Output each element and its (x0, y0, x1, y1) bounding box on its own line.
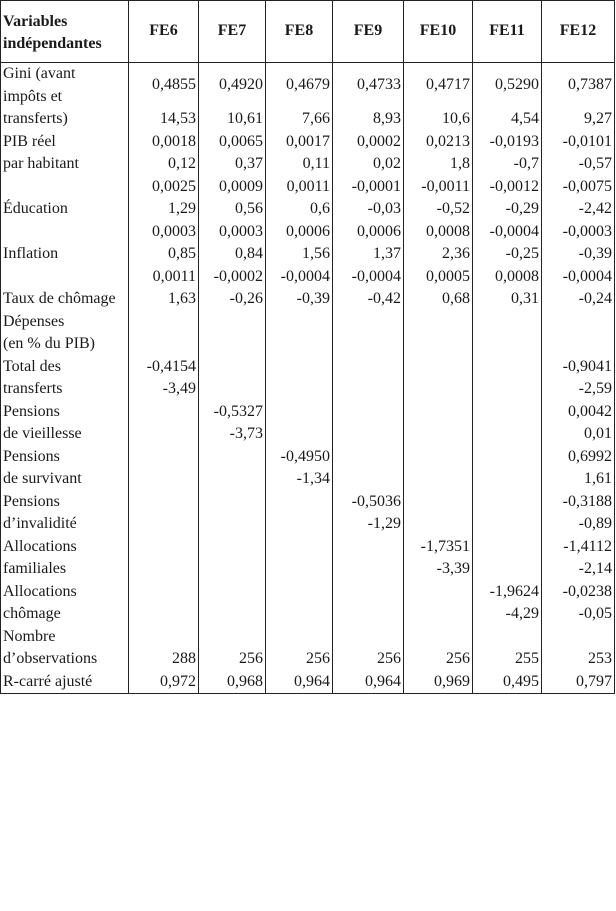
coefficient-cell: 0,968 (199, 671, 266, 694)
t-stat-cell: -0,52 (404, 198, 473, 221)
coefficient-cell: 0,5290 (473, 63, 542, 97)
coefficient-cell (404, 581, 473, 604)
empty-cell (199, 311, 266, 356)
coefficient-cell (129, 536, 199, 559)
coefficient-cell (333, 536, 404, 559)
t-stat-cell: 0,02 (333, 153, 404, 176)
t-stat-cell: 2,36 (404, 243, 473, 266)
t-stat-cell: -3,49 (129, 378, 199, 401)
t-stat-cell (333, 558, 404, 581)
coefficient-cell (473, 491, 542, 514)
t-stat-cell: -2,59 (542, 378, 615, 401)
empty-cell (542, 311, 615, 356)
t-stat-cell: -0,03 (333, 198, 404, 221)
t-stat-cell (199, 603, 266, 626)
model-header-fe7: FE7 (199, 1, 266, 63)
table-row (1, 401, 615, 424)
t-stat-cell (404, 423, 473, 446)
t-stat-cell: -0,05 (542, 603, 615, 626)
t-stat-cell (404, 603, 473, 626)
coefficient-cell: -1,4112 (542, 536, 615, 559)
t-stat-cell: -3,73 (199, 423, 266, 446)
row-label-line: de survivant (3, 470, 82, 487)
coefficient-cell: 0,0008 (404, 221, 473, 244)
coefficient-cell: -0,0101 (542, 131, 615, 154)
t-stat-cell (266, 513, 333, 536)
t-stat-cell (404, 378, 473, 401)
coefficient-cell: 253 (542, 626, 615, 671)
table-row (1, 581, 615, 604)
t-stat-cell: 0,84 (199, 243, 266, 266)
coefficient-cell: -0,3188 (542, 491, 615, 514)
row-label (1, 176, 129, 221)
coefficient-cell: 0,0006 (266, 221, 333, 244)
t-stat-cell: 1,56 (266, 243, 333, 266)
t-stat-cell: -2,42 (542, 198, 615, 221)
coefficient-cell: -0,4950 (266, 446, 333, 469)
row-label-line: R-carré ajusté (3, 672, 93, 690)
t-stat-cell: 0,12 (129, 153, 199, 176)
t-stat-cell (473, 513, 542, 536)
t-stat-cell (129, 513, 199, 536)
row-label-line: Pensions (3, 447, 60, 465)
row-label-line: Pensions (3, 492, 60, 510)
t-stat-cell (473, 468, 542, 491)
empty-cell (129, 311, 199, 356)
coefficient-cell (404, 401, 473, 424)
coefficient-cell: -1,7351 (404, 536, 473, 559)
coefficient-cell (266, 401, 333, 424)
t-stat-cell (473, 558, 542, 581)
coefficient-cell: 0,0002 (333, 131, 404, 154)
row-label-line: Allocations (3, 537, 77, 555)
model-header-fe8: FE8 (266, 1, 333, 63)
coefficient-cell (199, 356, 266, 379)
table-row (1, 63, 615, 97)
t-stat-cell (129, 603, 199, 626)
t-stat-cell: 1,37 (333, 243, 404, 266)
coefficient-cell: -0,0238 (542, 581, 615, 604)
coefficient-cell (199, 446, 266, 469)
row-label-line: (en % du PIB) (3, 335, 95, 352)
coefficient-cell: -0,0011 (404, 176, 473, 199)
t-stat-cell: -0,57 (542, 153, 615, 176)
model-header-fe9: FE9 (333, 1, 404, 63)
row-label-line: Inflation (3, 245, 59, 262)
row-label-line: d’observations (3, 650, 98, 667)
table-row (1, 491, 615, 514)
row-label-line: Éducation (3, 200, 68, 217)
model-header-fe6: FE6 (129, 1, 199, 63)
t-stat-cell: 10,6 (404, 97, 473, 131)
table-row (1, 671, 615, 694)
coefficient-cell: 0,4920 (199, 63, 266, 97)
row-label (1, 401, 129, 446)
coefficient-cell: 0,969 (404, 671, 473, 694)
coefficient-cell: -0,0004 (542, 266, 615, 289)
row-label (1, 131, 129, 176)
model-header-fe12: FE12 (542, 1, 615, 63)
coefficient-cell: -0,0004 (333, 266, 404, 289)
table-row (1, 626, 615, 671)
t-stat-cell: 9,27 (542, 97, 615, 131)
coefficient-cell (266, 491, 333, 514)
coefficient-cell (333, 581, 404, 604)
t-stat-cell (266, 603, 333, 626)
coefficient-cell: 0,0005 (404, 266, 473, 289)
coefficient-cell: -0,5036 (333, 491, 404, 514)
coefficient-cell (404, 446, 473, 469)
table-row (1, 266, 615, 289)
t-stat-cell: 0,01 (542, 423, 615, 446)
coefficient-cell: -0,0193 (473, 131, 542, 154)
empty-cell (266, 311, 333, 356)
t-stat-cell: 10,61 (199, 97, 266, 131)
t-stat-cell: 0,6 (266, 198, 333, 221)
row-label-line: Taux de chômage (3, 290, 116, 307)
coefficient-cell: 0,0017 (266, 131, 333, 154)
coefficient-cell: 0,4855 (129, 63, 199, 97)
t-stat-cell (404, 468, 473, 491)
empty-cell (404, 311, 473, 356)
coefficient-cell: 0,964 (333, 671, 404, 694)
t-stat-cell (199, 378, 266, 401)
coefficient-cell (199, 491, 266, 514)
table-row (1, 131, 615, 154)
t-stat-cell: -0,39 (266, 288, 333, 311)
variables-header-line2: indépendantes (3, 35, 102, 52)
coefficient-cell (404, 491, 473, 514)
t-stat-cell (266, 423, 333, 446)
t-stat-cell (404, 513, 473, 536)
t-stat-cell: 0,11 (266, 153, 333, 176)
row-label (1, 491, 129, 536)
t-stat-cell: -0,29 (473, 198, 542, 221)
t-stat-cell (473, 378, 542, 401)
coefficient-cell: 0,0009 (199, 176, 266, 199)
coefficient-cell: 0,0025 (129, 176, 199, 199)
coefficient-cell (333, 356, 404, 379)
coefficient-cell: -0,4154 (129, 356, 199, 379)
t-stat-cell: 4,54 (473, 97, 542, 131)
coefficient-cell (266, 536, 333, 559)
coefficient-cell (266, 356, 333, 379)
coefficient-cell (129, 401, 199, 424)
t-stat-cell (266, 378, 333, 401)
coefficient-cell: 255 (473, 626, 542, 671)
row-label-line: familiales (3, 560, 67, 577)
row-label-line: chômage (3, 605, 61, 622)
coefficient-cell: 256 (266, 626, 333, 671)
coefficient-cell: -1,9624 (473, 581, 542, 604)
row-label (1, 536, 129, 581)
t-stat-cell (266, 558, 333, 581)
coefficient-cell: 0,797 (542, 671, 615, 694)
coefficient-cell (333, 401, 404, 424)
row-label-line: par habitant (3, 155, 79, 172)
t-stat-cell: 0,31 (473, 288, 542, 311)
t-stat-cell: -0,89 (542, 513, 615, 536)
row-label (1, 671, 129, 694)
row-label (1, 446, 129, 491)
t-stat-cell: -0,7 (473, 153, 542, 176)
coefficient-cell: 0,0003 (199, 221, 266, 244)
coefficient-cell (199, 536, 266, 559)
row-label-line: d’invalidité (3, 515, 77, 532)
coefficient-cell (129, 581, 199, 604)
row-label-line: transferts (3, 380, 63, 397)
t-stat-cell (129, 558, 199, 581)
t-stat-cell: -1,34 (266, 468, 333, 491)
coefficient-cell: 0,495 (473, 671, 542, 694)
t-stat-cell: 1,63 (129, 288, 199, 311)
coefficient-cell: 0,0003 (129, 221, 199, 244)
empty-cell (333, 311, 404, 356)
coefficient-cell (473, 536, 542, 559)
t-stat-cell: -2,14 (542, 558, 615, 581)
coefficient-cell (199, 581, 266, 604)
coefficient-cell (473, 446, 542, 469)
t-stat-cell: -4,29 (473, 603, 542, 626)
coefficient-cell: 0,972 (129, 671, 199, 694)
t-stat-cell (129, 423, 199, 446)
coefficient-cell: 0,0018 (129, 131, 199, 154)
t-stat-cell (333, 423, 404, 446)
row-label (1, 356, 129, 401)
t-stat-cell: -1,29 (333, 513, 404, 536)
t-stat-cell: -0,25 (473, 243, 542, 266)
coefficient-cell (404, 356, 473, 379)
coefficient-cell (129, 491, 199, 514)
coefficient-cell (129, 446, 199, 469)
t-stat-cell: 0,56 (199, 198, 266, 221)
table-row (1, 221, 615, 244)
row-label (1, 626, 129, 671)
t-stat-cell (129, 468, 199, 491)
coefficient-cell: 0,7387 (542, 63, 615, 97)
row-label-line: Pensions (3, 402, 60, 420)
t-stat-cell (199, 513, 266, 536)
t-stat-cell: 1,29 (129, 198, 199, 221)
coefficient-cell: -0,0001 (333, 176, 404, 199)
row-label-line: transferts) (3, 110, 68, 127)
row-label-line: Dépenses (3, 312, 65, 330)
coefficient-cell: 0,4679 (266, 63, 333, 97)
row-label-line: de vieillesse (3, 425, 82, 442)
row-label-line: Allocations (3, 582, 77, 600)
t-stat-cell: 0,85 (129, 243, 199, 266)
row-label-line: Gini (avant (3, 65, 76, 82)
empty-cell (473, 311, 542, 356)
t-stat-cell (473, 423, 542, 446)
row-label (1, 221, 129, 266)
header-row (1, 1, 615, 63)
coefficient-cell: -0,0012 (473, 176, 542, 199)
model-header-fe11: FE11 (473, 1, 542, 63)
variables-header (1, 1, 129, 63)
t-stat-cell: -0,24 (542, 288, 615, 311)
coefficient-cell: 0,0042 (542, 401, 615, 424)
coefficient-cell: -0,0003 (542, 221, 615, 244)
coefficient-cell: 0,6992 (542, 446, 615, 469)
coefficient-cell: 0,0213 (404, 131, 473, 154)
row-label (1, 311, 129, 356)
t-stat-cell (199, 468, 266, 491)
coefficient-cell (473, 401, 542, 424)
coefficient-cell: 256 (199, 626, 266, 671)
variables-header-line1: Variables (3, 13, 68, 30)
coefficient-cell: 288 (129, 626, 199, 671)
t-stat-cell: -0,26 (199, 288, 266, 311)
t-stat-cell: 8,93 (333, 97, 404, 131)
t-stat-cell: -3,39 (404, 558, 473, 581)
t-stat-cell (333, 603, 404, 626)
coefficient-cell: 256 (333, 626, 404, 671)
coefficient-cell: 0,0065 (199, 131, 266, 154)
coefficient-cell: -0,0002 (199, 266, 266, 289)
coefficient-cell (333, 446, 404, 469)
model-header-fe10: FE10 (404, 1, 473, 63)
coefficient-cell: 256 (404, 626, 473, 671)
table-row (1, 356, 615, 379)
table-row (1, 176, 615, 199)
t-stat-cell (199, 558, 266, 581)
coefficient-cell (473, 356, 542, 379)
coefficient-cell: -0,0075 (542, 176, 615, 199)
t-stat-cell: 7,66 (266, 97, 333, 131)
row-label (1, 63, 129, 131)
coefficient-cell: -0,5327 (199, 401, 266, 424)
table-body (1, 63, 615, 694)
coefficient-cell: -0,0004 (266, 266, 333, 289)
row-label (1, 266, 129, 311)
table-row (1, 536, 615, 559)
row-label-line: Nombre (3, 627, 56, 645)
t-stat-cell: 1,8 (404, 153, 473, 176)
table-row (1, 311, 615, 356)
row-label (1, 581, 129, 626)
t-stat-cell (333, 378, 404, 401)
coefficient-cell: 0,4717 (404, 63, 473, 97)
coefficient-cell: 0,0008 (473, 266, 542, 289)
t-stat-cell: 0,37 (199, 153, 266, 176)
row-label-line: Total des (3, 357, 61, 375)
coefficient-cell: -0,0004 (473, 221, 542, 244)
t-stat-cell: -0,39 (542, 243, 615, 266)
coefficient-cell: 0,4733 (333, 63, 404, 97)
coefficient-cell: 0,0006 (333, 221, 404, 244)
row-label-line: impôts et (3, 87, 63, 105)
t-stat-cell: 1,61 (542, 468, 615, 491)
t-stat-cell: 0,68 (404, 288, 473, 311)
t-stat-cell: 14,53 (129, 97, 199, 131)
row-label-line: PIB réel (3, 132, 56, 150)
t-stat-cell: -0,42 (333, 288, 404, 311)
coefficient-cell (266, 581, 333, 604)
coefficient-cell: -0,9041 (542, 356, 615, 379)
table-row (1, 446, 615, 469)
coefficient-cell: 0,0011 (129, 266, 199, 289)
coefficient-cell: 0,0011 (266, 176, 333, 199)
t-stat-cell (333, 468, 404, 491)
coefficient-cell: 0,964 (266, 671, 333, 694)
